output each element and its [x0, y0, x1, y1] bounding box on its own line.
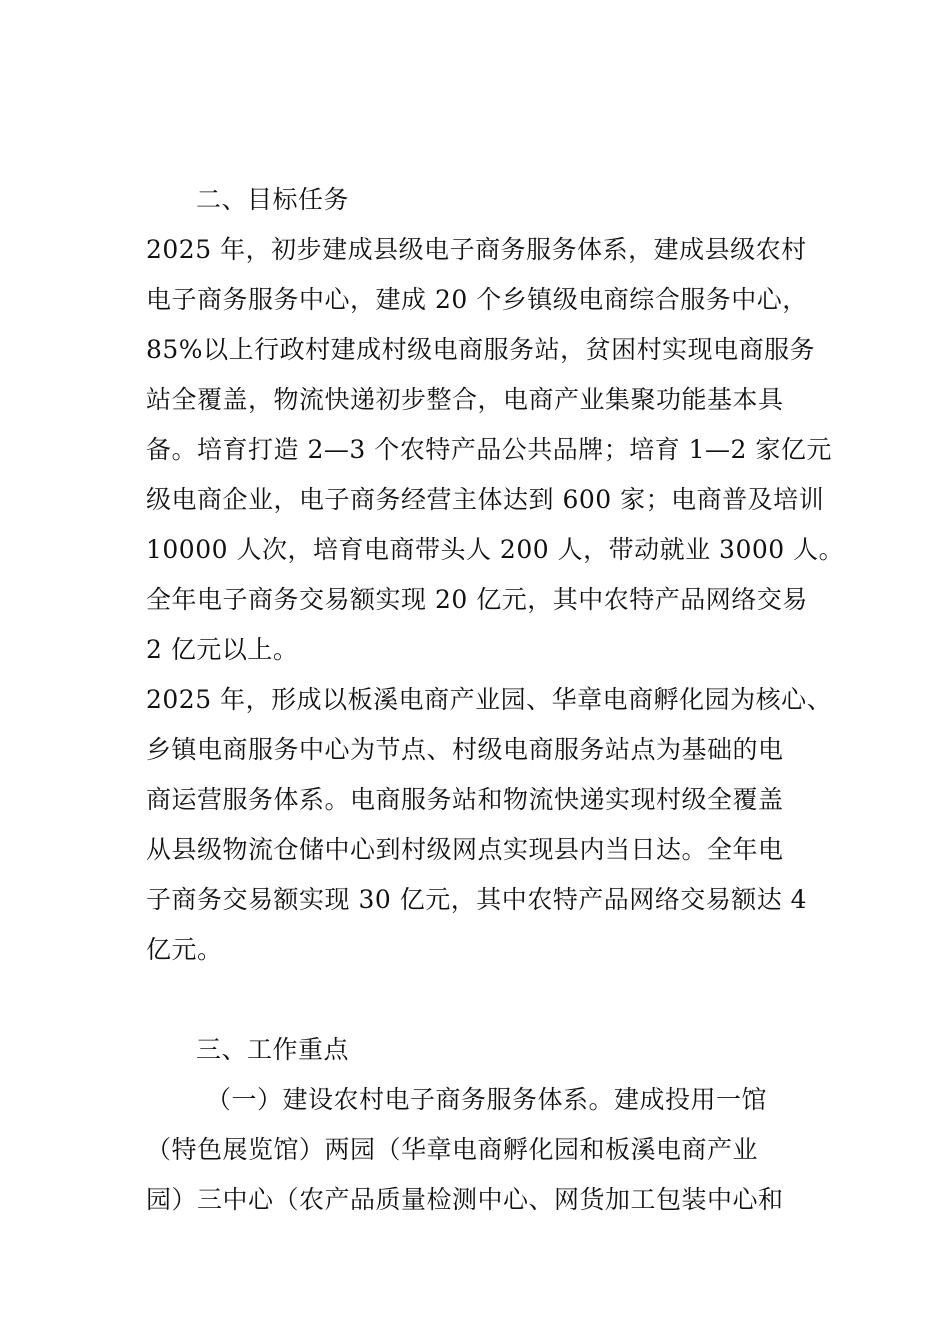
- text-line: （特色展览馆）两园（华章电商孵化园和板溪电商产业: [146, 1135, 759, 1164]
- text-line: 级电商企业，电子商务经营主体达到 600 家；电商普及培训: [146, 485, 825, 514]
- text-line: （一）建设农村电子商务服务体系。建成投用一馆: [206, 1085, 768, 1114]
- text-line: 2025 年，形成以板溪电商产业园、华章电商孵化园为核心、: [146, 685, 833, 714]
- text-line: 商运营服务体系。电商服务站和物流快递实现村级全覆盖: [146, 785, 784, 814]
- text-line: 2 亿元以上。: [146, 635, 299, 664]
- text-line: 全年电子商务交易额实现 20 亿元，其中农特产品网络交易: [146, 585, 808, 614]
- text-line: 从县级物流仓储中心到村级网点实现县内当日达。全年电: [146, 835, 784, 864]
- text-line: 备。培育打造 2—3 个农特产品公共品牌；培育 1—2 家亿元: [146, 435, 832, 464]
- text-line: 85%以上行政村建成村级电商服务站，贫困村实现电商服务: [146, 335, 816, 364]
- section2-heading: 二、目标任务: [196, 185, 350, 214]
- text-line: 站全覆盖，物流快递初步整合，电商产业集聚功能基本具: [146, 385, 784, 414]
- text-line: 2025 年，初步建成县级电子商务服务体系，建成县级农村: [146, 235, 807, 264]
- text-line: 园）三中心（农产品质量检测中心、网货加工包装中心和: [146, 1185, 784, 1214]
- text-line: 子商务交易额实现 30 亿元，其中农特产品网络交易额达 4: [146, 885, 808, 914]
- text-line: 亿元。: [146, 935, 223, 964]
- section3-heading: 三、工作重点: [196, 1035, 350, 1064]
- text-line: 乡镇电商服务中心为节点、村级电商服务站点为基础的电: [146, 735, 784, 764]
- text-line: 10000 人次，培育电商带头人 200 人，带动就业 3000 人。: [146, 535, 845, 564]
- text-line: 电子商务服务中心，建成 20 个乡镇级电商综合服务中心，: [146, 285, 808, 314]
